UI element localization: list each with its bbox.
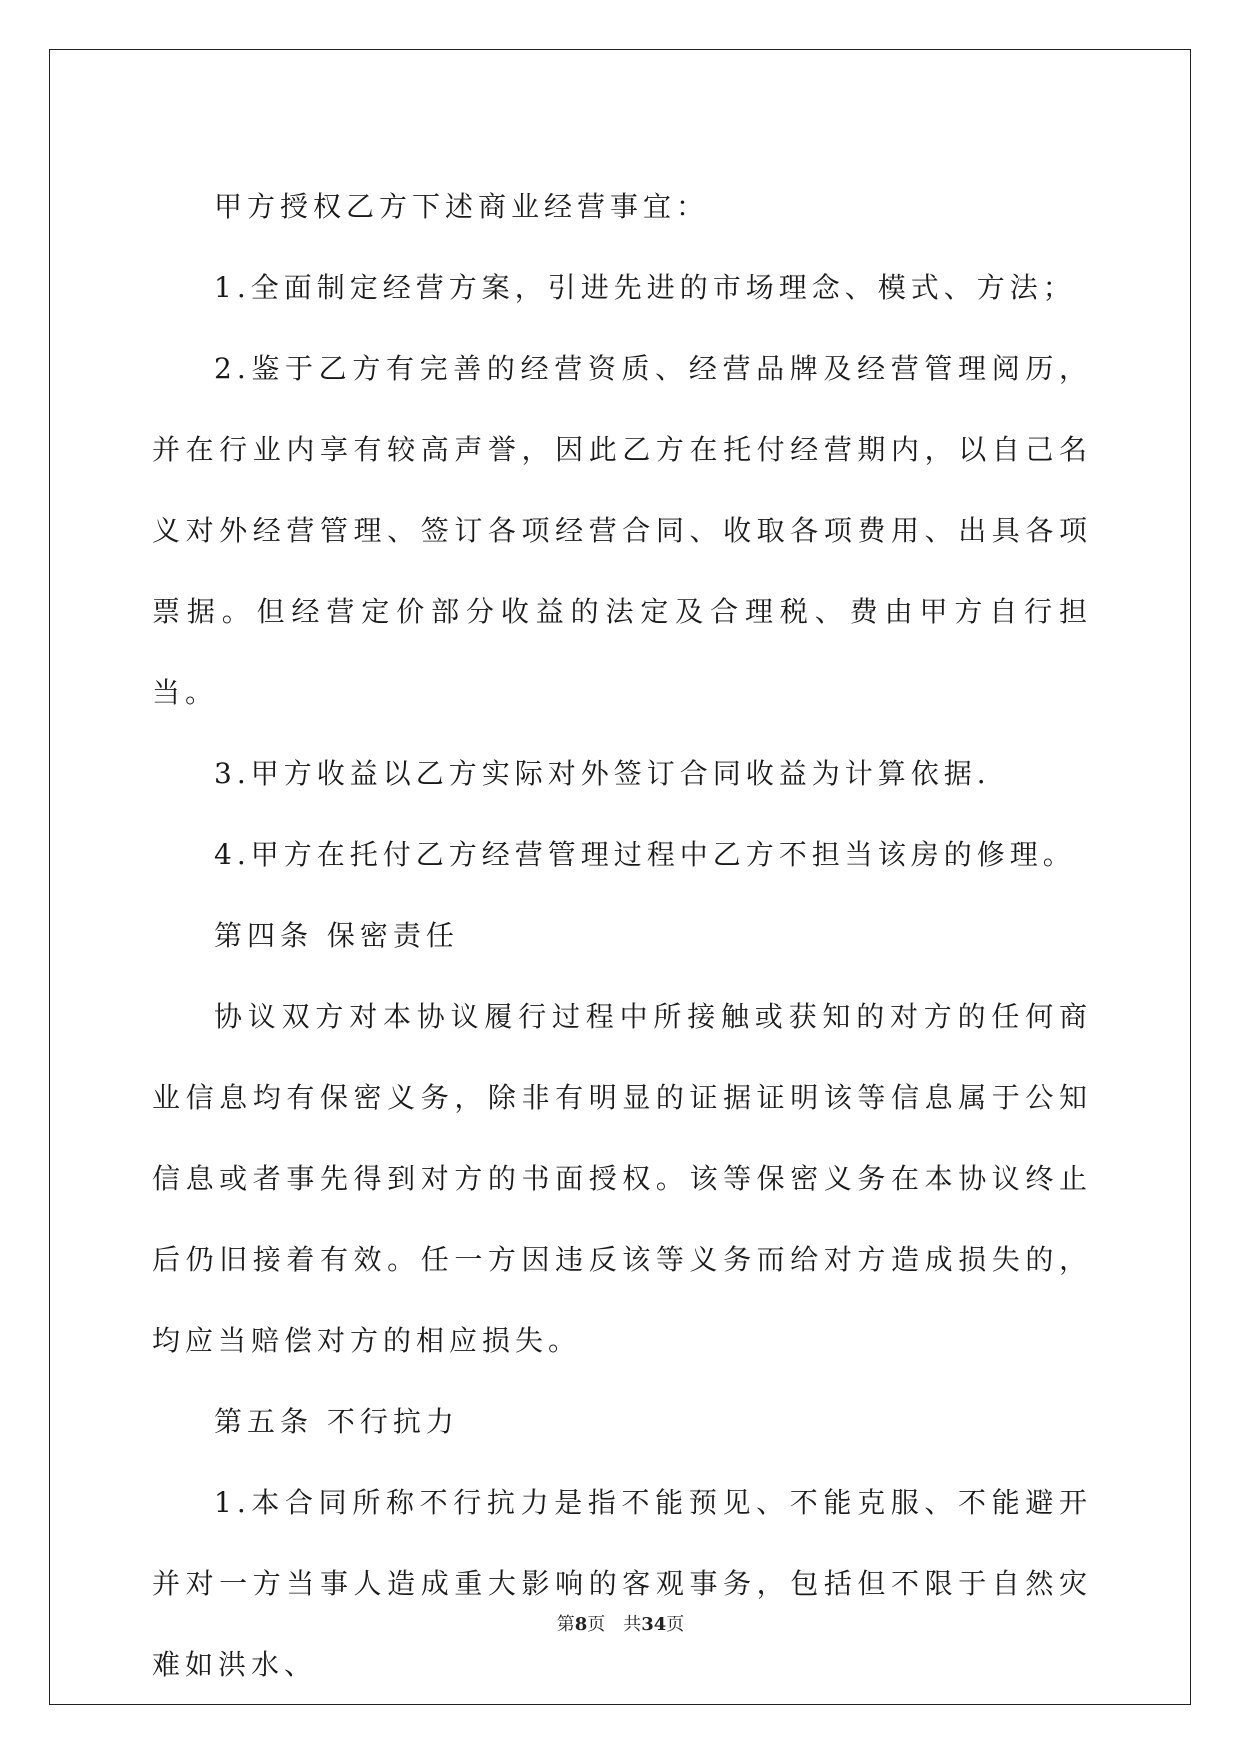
section-heading-force-majeure: 第五条 不行抗力 (214, 1405, 459, 1438)
section-heading-confidentiality: 第四条 保密责任 (214, 919, 459, 952)
total-pages: 34 (641, 1614, 667, 1635)
paragraph-item-3: 3.甲方收益以乙方实际对外签订合同收益为计算依据. (214, 757, 991, 790)
page-footer (0, 1613, 1241, 1637)
paragraph-item-2: 2.鉴于乙方有完善的经营资质、经营品牌及经营管理阅历，并在行业内享有较高声誉，因此乙方在托付经营期内，以自己名义对外经营管理、签订各项经营合同、收取各项费用、出具各项票据。但经营定价部分收益的法定及合理税、费由甲方自行担当。 (152, 352, 1092, 709)
paragraph-confidentiality: 协议双方对本协议履行过程中所接触或获知的对方的任何商业信息均有保密义务，除非有明显的证据证明该等信息属于公知信息或者事先得到对方的书面授权。该等保密义务在本协议终止后仍旧接着有效。任一方因违反该等义务而给对方造成损失的，均应当赔偿对方的相应损失。 (152, 1000, 1092, 1357)
total-suffix: 页 (666, 1614, 685, 1635)
paragraph-item-4: 4.甲方在托付乙方经营管理过程中乙方不担当该房的修理。 (214, 838, 1076, 871)
paragraph-item-1: 1.全面制定经营方案，引进先进的市场理念、模式、方法； (214, 271, 1076, 304)
paragraph-force-majeure-item-1: 1.本合同所称不行抗力是指不能预见、不能克服、不能避开并对一方当事人造成重大影响的客观事务，包括但不限于自然灾难如洪水、 (152, 1486, 1092, 1681)
document-body (152, 166, 1092, 1705)
total-prefix: 共 (623, 1614, 642, 1635)
page-number: 8 (574, 1614, 588, 1635)
paragraph-authorization-intro: 甲方授权乙方下述商业经营事宜： (214, 190, 710, 223)
page-suffix: 页 (587, 1614, 606, 1635)
page-prefix: 第 (556, 1614, 575, 1635)
